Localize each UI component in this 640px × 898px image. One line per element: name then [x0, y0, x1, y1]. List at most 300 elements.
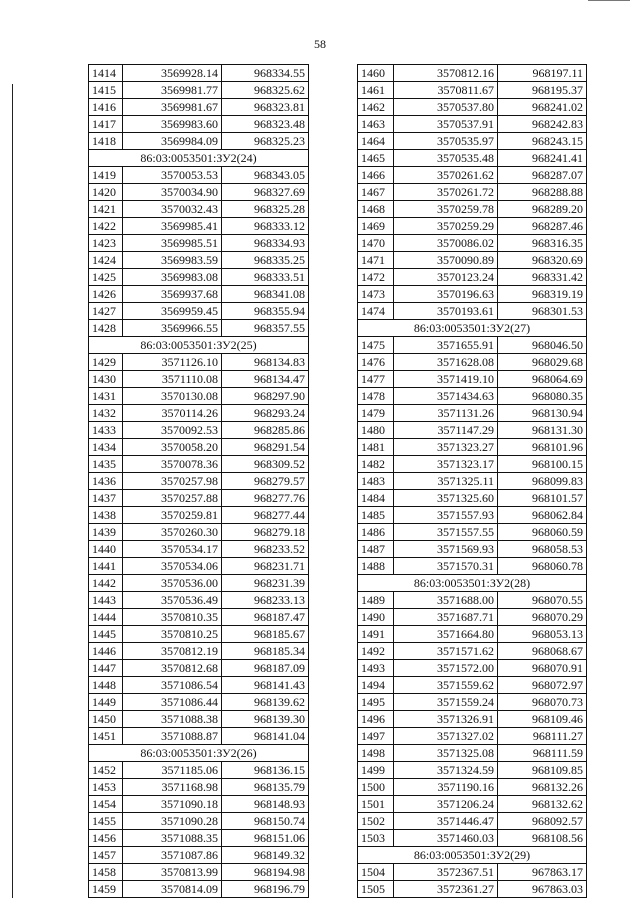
x-coordinate-cell: 3570813.99 [123, 864, 222, 881]
table-row [89, 643, 309, 660]
point-number-cell: 1497 [358, 728, 394, 745]
x-coordinate-cell: 3570092.53 [123, 422, 222, 439]
x-coordinate-cell: 3571434.63 [394, 388, 498, 405]
table-row [358, 65, 587, 82]
x-coordinate-cell: 3570034.90 [123, 184, 222, 201]
point-number-cell: 1448 [89, 677, 123, 694]
point-number-cell: 1502 [358, 813, 394, 830]
point-number-cell: 1464 [358, 133, 394, 150]
table-row [89, 65, 309, 82]
point-number-cell: 1421 [89, 201, 123, 218]
x-coordinate-cell: 3570086.02 [394, 235, 498, 252]
point-number-cell: 1482 [358, 456, 394, 473]
section-header-row [89, 150, 309, 167]
point-number-cell: 1441 [89, 558, 123, 575]
y-coordinate-cell: 968325.62 [222, 82, 309, 99]
y-coordinate-cell: 968187.09 [222, 660, 309, 677]
table-row [89, 235, 309, 252]
y-coordinate-cell: 968333.12 [222, 218, 309, 235]
table-row [89, 439, 309, 456]
y-coordinate-cell: 968150.74 [222, 813, 309, 830]
x-coordinate-cell: 3569984.09 [123, 133, 222, 150]
y-coordinate-cell: 968279.18 [222, 524, 309, 541]
table-row [358, 796, 587, 813]
x-coordinate-cell: 3571570.31 [394, 558, 498, 575]
x-coordinate-cell: 3570130.08 [123, 388, 222, 405]
point-number-cell: 1414 [89, 65, 123, 82]
x-coordinate-cell: 3571324.59 [394, 762, 498, 779]
table-row [89, 575, 309, 592]
point-number-cell: 1427 [89, 303, 123, 320]
x-coordinate-cell: 3570812.68 [123, 660, 222, 677]
table-row [89, 473, 309, 490]
x-coordinate-cell: 3569937.68 [123, 286, 222, 303]
x-coordinate-cell: 3571557.55 [394, 524, 498, 541]
x-coordinate-cell: 3570053.53 [123, 167, 222, 184]
y-coordinate-cell: 968231.71 [222, 558, 309, 575]
point-number-cell: 1423 [89, 235, 123, 252]
y-coordinate-cell: 968357.55 [222, 320, 309, 337]
x-coordinate-cell: 3570261.62 [394, 167, 498, 184]
table-row [358, 269, 587, 286]
x-coordinate-cell: 3569966.55 [123, 320, 222, 337]
point-number-cell: 1498 [358, 745, 394, 762]
y-coordinate-cell: 968325.28 [222, 201, 309, 218]
y-coordinate-cell: 968092.57 [498, 813, 587, 830]
point-number-cell: 1488 [358, 558, 394, 575]
table-row [89, 830, 309, 847]
x-coordinate-cell: 3570078.36 [123, 456, 222, 473]
y-coordinate-cell: 968285.86 [222, 422, 309, 439]
point-number-cell: 1483 [358, 473, 394, 490]
table-row [358, 286, 587, 303]
table-row [358, 473, 587, 490]
table-row [358, 592, 587, 609]
y-coordinate-cell: 968070.55 [498, 592, 587, 609]
y-coordinate-cell: 968099.83 [498, 473, 587, 490]
y-coordinate-cell: 968194.98 [222, 864, 309, 881]
point-number-cell: 1429 [89, 354, 123, 371]
y-coordinate-cell: 968072.97 [498, 677, 587, 694]
point-number-cell: 1444 [89, 609, 123, 626]
table-row [89, 779, 309, 796]
x-coordinate-cell: 3571131.26 [394, 405, 498, 422]
y-coordinate-cell: 968197.11 [498, 65, 587, 82]
y-coordinate-cell: 968141.43 [222, 677, 309, 694]
y-coordinate-cell: 968293.24 [222, 405, 309, 422]
table-row [89, 881, 309, 898]
point-number-cell: 1478 [358, 388, 394, 405]
y-coordinate-cell: 968288.88 [498, 184, 587, 201]
y-coordinate-cell: 968108.56 [498, 830, 587, 847]
point-number-cell: 1434 [89, 439, 123, 456]
point-number-cell: 1484 [358, 490, 394, 507]
section-header-row [358, 575, 587, 592]
table-row [358, 779, 587, 796]
y-coordinate-cell: 968319.19 [498, 286, 587, 303]
point-number-cell: 1452 [89, 762, 123, 779]
y-coordinate-cell: 968325.23 [222, 133, 309, 150]
point-number-cell: 1485 [358, 507, 394, 524]
coordinates-table-left [88, 64, 309, 898]
point-number-cell: 1481 [358, 439, 394, 456]
point-number-cell: 1465 [358, 150, 394, 167]
table-row [89, 422, 309, 439]
y-coordinate-cell: 968080.35 [498, 388, 587, 405]
y-coordinate-cell: 968132.62 [498, 796, 587, 813]
y-coordinate-cell: 968323.81 [222, 99, 309, 116]
table-row [89, 201, 309, 218]
table-row [358, 235, 587, 252]
x-coordinate-cell: 3570257.88 [123, 490, 222, 507]
x-coordinate-cell: 3571088.87 [123, 728, 222, 745]
table-row [358, 201, 587, 218]
x-coordinate-cell: 3571090.18 [123, 796, 222, 813]
point-number-cell: 1458 [89, 864, 123, 881]
y-coordinate-cell: 968062.84 [498, 507, 587, 524]
x-coordinate-cell: 3570534.17 [123, 541, 222, 558]
table-row [89, 507, 309, 524]
y-coordinate-cell: 968111.59 [498, 745, 587, 762]
y-coordinate-cell: 968131.30 [498, 422, 587, 439]
x-coordinate-cell: 3570810.35 [123, 609, 222, 626]
x-coordinate-cell: 3570260.30 [123, 524, 222, 541]
y-coordinate-cell: 968231.39 [222, 575, 309, 592]
x-coordinate-cell: 3570814.09 [123, 881, 222, 898]
y-coordinate-cell: 968068.67 [498, 643, 587, 660]
x-coordinate-cell: 3570193.61 [394, 303, 498, 320]
x-coordinate-cell: 3569983.59 [123, 252, 222, 269]
x-coordinate-cell: 3571323.27 [394, 439, 498, 456]
x-coordinate-cell: 3570537.80 [394, 99, 498, 116]
x-coordinate-cell: 3571571.62 [394, 643, 498, 660]
table-row [358, 881, 587, 898]
point-number-cell: 1490 [358, 609, 394, 626]
x-coordinate-cell: 3570259.81 [123, 507, 222, 524]
point-number-cell: 1499 [358, 762, 394, 779]
table-row [358, 490, 587, 507]
point-number-cell: 1469 [358, 218, 394, 235]
point-number-cell: 1472 [358, 269, 394, 286]
point-number-cell: 1440 [89, 541, 123, 558]
table-row [89, 762, 309, 779]
x-coordinate-cell: 3571088.38 [123, 711, 222, 728]
x-coordinate-cell: 3571325.60 [394, 490, 498, 507]
x-coordinate-cell: 3570123.24 [394, 269, 498, 286]
y-coordinate-cell: 968109.46 [498, 711, 587, 728]
y-coordinate-cell: 968279.57 [222, 473, 309, 490]
y-coordinate-cell: 968291.54 [222, 439, 309, 456]
point-number-cell: 1435 [89, 456, 123, 473]
y-coordinate-cell: 968341.08 [222, 286, 309, 303]
x-coordinate-cell: 3569981.67 [123, 99, 222, 116]
point-number-cell: 1422 [89, 218, 123, 235]
x-coordinate-cell: 3570090.89 [394, 252, 498, 269]
table-row [358, 711, 587, 728]
point-number-cell: 1437 [89, 490, 123, 507]
point-number-cell: 1420 [89, 184, 123, 201]
point-number-cell: 1475 [358, 337, 394, 354]
table-row [358, 728, 587, 745]
table-row [358, 252, 587, 269]
x-coordinate-cell: 3569928.14 [123, 65, 222, 82]
point-number-cell: 1442 [89, 575, 123, 592]
x-coordinate-cell: 3571206.24 [394, 796, 498, 813]
table-row [358, 456, 587, 473]
table-row [89, 660, 309, 677]
point-number-cell: 1449 [89, 694, 123, 711]
table-row [358, 82, 587, 99]
table-row [89, 218, 309, 235]
x-coordinate-cell: 3571460.03 [394, 830, 498, 847]
point-number-cell: 1415 [89, 82, 123, 99]
table-row [358, 133, 587, 150]
point-number-cell: 1470 [358, 235, 394, 252]
x-coordinate-cell: 3571088.35 [123, 830, 222, 847]
table-row [358, 609, 587, 626]
table-row [358, 541, 587, 558]
y-coordinate-cell: 968111.27 [498, 728, 587, 745]
y-coordinate-cell: 968149.32 [222, 847, 309, 864]
table-row [358, 116, 587, 133]
y-coordinate-cell: 968233.13 [222, 592, 309, 609]
point-number-cell: 1480 [358, 422, 394, 439]
table-row [358, 507, 587, 524]
table-row [89, 864, 309, 881]
y-coordinate-cell: 968316.35 [498, 235, 587, 252]
table-row [358, 439, 587, 456]
y-coordinate-cell: 968301.53 [498, 303, 587, 320]
x-coordinate-cell: 3569983.08 [123, 269, 222, 286]
section-header-row [89, 745, 309, 762]
point-number-cell: 1460 [358, 65, 394, 82]
y-coordinate-cell: 968060.78 [498, 558, 587, 575]
x-coordinate-cell: 3571087.86 [123, 847, 222, 864]
point-number-cell: 1443 [89, 592, 123, 609]
point-number-cell: 1450 [89, 711, 123, 728]
table-row [358, 643, 587, 660]
x-coordinate-cell: 3571569.93 [394, 541, 498, 558]
y-coordinate-cell: 968334.55 [222, 65, 309, 82]
point-number-cell: 1462 [358, 99, 394, 116]
point-number-cell: 1505 [358, 881, 394, 898]
point-number-cell: 1459 [89, 881, 123, 898]
table-row [358, 99, 587, 116]
point-number-cell: 1501 [358, 796, 394, 813]
point-number-cell: 1503 [358, 830, 394, 847]
table-row [89, 609, 309, 626]
point-number-cell: 1500 [358, 779, 394, 796]
x-coordinate-cell: 3571446.47 [394, 813, 498, 830]
table-row [89, 167, 309, 184]
table-row [89, 99, 309, 116]
y-coordinate-cell: 968139.30 [222, 711, 309, 728]
table-row [358, 388, 587, 405]
point-number-cell: 1491 [358, 626, 394, 643]
table-row [89, 371, 309, 388]
y-coordinate-cell: 968187.47 [222, 609, 309, 626]
point-number-cell: 1436 [89, 473, 123, 490]
table-row [358, 218, 587, 235]
point-number-cell: 1474 [358, 303, 394, 320]
y-coordinate-cell: 968334.93 [222, 235, 309, 252]
table-row [89, 558, 309, 575]
table-row [89, 728, 309, 745]
table-row [358, 830, 587, 847]
y-coordinate-cell: 968101.57 [498, 490, 587, 507]
table-row [89, 133, 309, 150]
point-number-cell: 1463 [358, 116, 394, 133]
x-coordinate-cell: 3571419.10 [394, 371, 498, 388]
y-coordinate-cell: 968343.05 [222, 167, 309, 184]
table-row [89, 677, 309, 694]
x-coordinate-cell: 3571688.00 [394, 592, 498, 609]
table-row [358, 405, 587, 422]
table-row [89, 82, 309, 99]
x-coordinate-cell: 3569981.77 [123, 82, 222, 99]
y-coordinate-cell: 968289.20 [498, 201, 587, 218]
y-coordinate-cell: 968287.46 [498, 218, 587, 235]
table-row [89, 320, 309, 337]
table-row [89, 490, 309, 507]
point-number-cell: 1504 [358, 864, 394, 881]
section-cadastral-number: 86:03:0053501:ЗУ2(25) [89, 337, 309, 354]
table-row [89, 388, 309, 405]
point-number-cell: 1466 [358, 167, 394, 184]
y-coordinate-cell: 968320.69 [498, 252, 587, 269]
table-row [358, 150, 587, 167]
y-coordinate-cell: 968135.79 [222, 779, 309, 796]
y-coordinate-cell: 968148.93 [222, 796, 309, 813]
x-coordinate-cell: 3571559.62 [394, 677, 498, 694]
scan-corner-mark [588, 0, 630, 1]
point-number-cell: 1446 [89, 643, 123, 660]
table-row [358, 184, 587, 201]
page-number: 58 [314, 37, 326, 51]
table-row [358, 371, 587, 388]
point-number-cell: 1456 [89, 830, 123, 847]
point-number-cell: 1438 [89, 507, 123, 524]
point-number-cell: 1487 [358, 541, 394, 558]
x-coordinate-cell: 3569985.41 [123, 218, 222, 235]
y-coordinate-cell: 968070.91 [498, 660, 587, 677]
x-coordinate-cell: 3570257.98 [123, 473, 222, 490]
x-coordinate-cell: 3570196.63 [394, 286, 498, 303]
y-coordinate-cell: 967863.17 [498, 864, 587, 881]
point-number-cell: 1468 [358, 201, 394, 218]
table-row [358, 354, 587, 371]
section-header-row [358, 847, 587, 864]
y-coordinate-cell: 968243.15 [498, 133, 587, 150]
y-coordinate-cell: 968355.94 [222, 303, 309, 320]
table-row [89, 354, 309, 371]
y-coordinate-cell: 968242.83 [498, 116, 587, 133]
table-row [89, 694, 309, 711]
y-coordinate-cell: 968331.42 [498, 269, 587, 286]
x-coordinate-cell: 3570536.49 [123, 592, 222, 609]
point-number-cell: 1430 [89, 371, 123, 388]
table-row [89, 592, 309, 609]
x-coordinate-cell: 3572367.51 [394, 864, 498, 881]
point-number-cell: 1433 [89, 422, 123, 439]
x-coordinate-cell: 3570812.16 [394, 65, 498, 82]
table-row [89, 456, 309, 473]
point-number-cell: 1477 [358, 371, 394, 388]
x-coordinate-cell: 3570058.20 [123, 439, 222, 456]
point-number-cell: 1455 [89, 813, 123, 830]
x-coordinate-cell: 3571326.91 [394, 711, 498, 728]
y-coordinate-cell: 968139.62 [222, 694, 309, 711]
table-row [358, 864, 587, 881]
point-number-cell: 1457 [89, 847, 123, 864]
point-number-cell: 1476 [358, 354, 394, 371]
y-coordinate-cell: 968185.34 [222, 643, 309, 660]
y-coordinate-cell: 968185.67 [222, 626, 309, 643]
y-coordinate-cell: 968130.94 [498, 405, 587, 422]
x-coordinate-cell: 3570261.72 [394, 184, 498, 201]
x-coordinate-cell: 3569985.51 [123, 235, 222, 252]
table-row [89, 541, 309, 558]
point-number-cell: 1489 [358, 592, 394, 609]
table-row [89, 303, 309, 320]
y-coordinate-cell: 968333.51 [222, 269, 309, 286]
x-coordinate-cell: 3571147.29 [394, 422, 498, 439]
y-coordinate-cell: 968323.48 [222, 116, 309, 133]
point-number-cell: 1473 [358, 286, 394, 303]
table-row [89, 252, 309, 269]
point-number-cell: 1424 [89, 252, 123, 269]
y-coordinate-cell: 968335.25 [222, 252, 309, 269]
x-coordinate-cell: 3570032.43 [123, 201, 222, 218]
table-row [89, 405, 309, 422]
section-cadastral-number: 86:03:0053501:ЗУ2(29) [358, 847, 587, 864]
x-coordinate-cell: 3571664.80 [394, 626, 498, 643]
x-coordinate-cell: 3571557.93 [394, 507, 498, 524]
y-coordinate-cell: 968136.15 [222, 762, 309, 779]
section-cadastral-number: 86:03:0053501:ЗУ2(27) [358, 320, 587, 337]
table-row [89, 116, 309, 133]
point-number-cell: 1426 [89, 286, 123, 303]
x-coordinate-cell: 3571190.16 [394, 779, 498, 796]
coordinates-table-right [357, 64, 587, 898]
y-coordinate-cell: 968058.53 [498, 541, 587, 558]
y-coordinate-cell: 968327.69 [222, 184, 309, 201]
y-coordinate-cell: 968060.59 [498, 524, 587, 541]
y-coordinate-cell: 968277.76 [222, 490, 309, 507]
y-coordinate-cell: 968070.29 [498, 609, 587, 626]
table-row [89, 796, 309, 813]
table-row [358, 303, 587, 320]
point-number-cell: 1419 [89, 167, 123, 184]
x-coordinate-cell: 3571086.44 [123, 694, 222, 711]
x-coordinate-cell: 3569959.45 [123, 303, 222, 320]
table-row [358, 337, 587, 354]
y-coordinate-cell: 968241.02 [498, 99, 587, 116]
table-row [358, 626, 587, 643]
y-coordinate-cell: 968064.69 [498, 371, 587, 388]
table-row [358, 524, 587, 541]
x-coordinate-cell: 3570259.78 [394, 201, 498, 218]
section-header-row [358, 320, 587, 337]
x-coordinate-cell: 3570114.26 [123, 405, 222, 422]
section-cadastral-number: 86:03:0053501:ЗУ2(26) [89, 745, 309, 762]
x-coordinate-cell: 3571559.24 [394, 694, 498, 711]
y-coordinate-cell: 968134.47 [222, 371, 309, 388]
x-coordinate-cell: 3571126.10 [123, 354, 222, 371]
y-coordinate-cell: 968195.37 [498, 82, 587, 99]
x-coordinate-cell: 3571687.71 [394, 609, 498, 626]
point-number-cell: 1445 [89, 626, 123, 643]
